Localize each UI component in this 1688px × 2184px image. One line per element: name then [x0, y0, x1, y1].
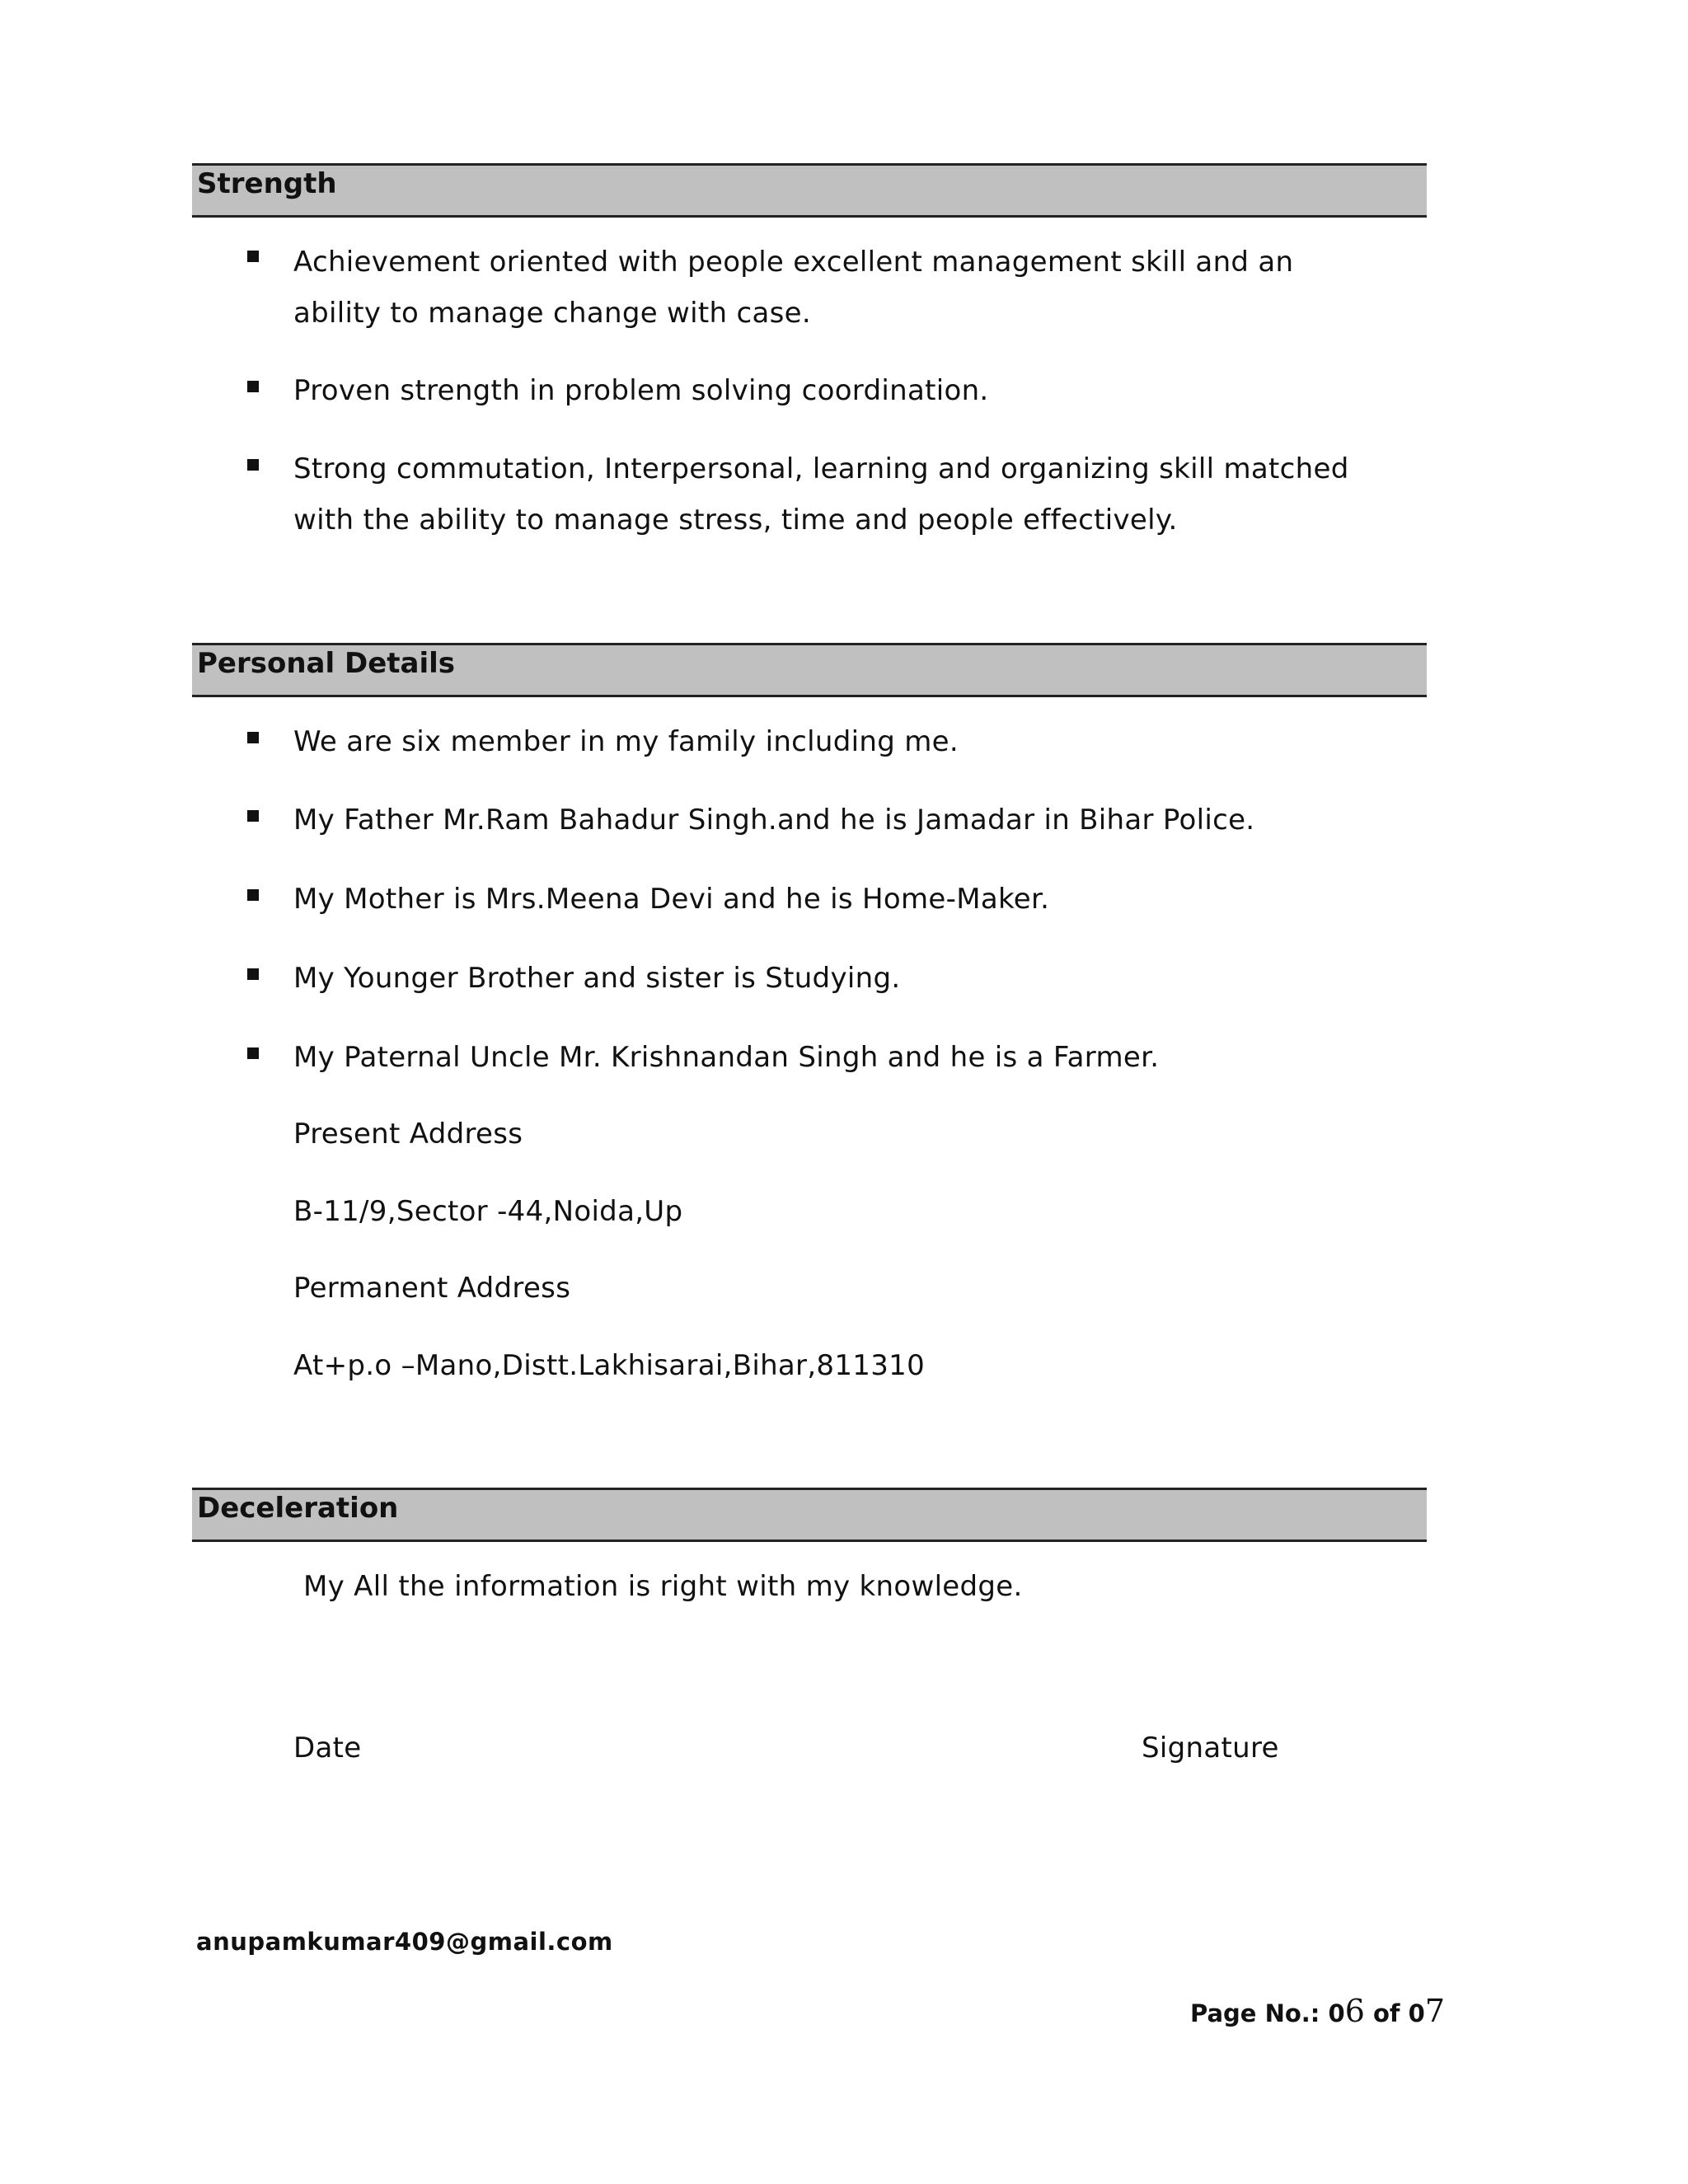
bullet-icon [247, 1047, 259, 1059]
declaration-header [192, 1488, 1427, 1542]
page-total: 7 [1424, 1993, 1446, 2029]
personal-item-3: My Mother is Mrs.Meena Devi and he is Home-Maker. [293, 883, 1050, 916]
footer-email: anupamkumar409@gmail.com [196, 1928, 613, 1956]
declaration-text: My All the information is right with my knowledge. [303, 1570, 1023, 1603]
personal-item-4: My Younger Brother and sister is Studying. [293, 962, 901, 995]
personal-details-heading: Personal Details [197, 647, 456, 680]
present-address: B-11/9,Sector -44,Noida,Up [293, 1195, 683, 1228]
personal-item-1: We are six member in my family including me. [293, 725, 959, 758]
declaration-heading: Deceleration [197, 1492, 399, 1525]
personal-item-5: My Paternal Uncle Mr. Krishnandan Singh and he is a Farmer. [293, 1041, 1160, 1074]
page-current: 6 [1344, 1993, 1365, 2029]
bullet-icon [247, 968, 259, 980]
page-number [1190, 1993, 1445, 2029]
page-total-prefix: 0 [1408, 1999, 1425, 2027]
bullet-icon [247, 732, 259, 743]
personal-details-header [192, 643, 1427, 697]
bullet-icon [247, 810, 259, 822]
bullet-icon [247, 889, 259, 901]
page-of: of [1372, 1999, 1400, 2027]
strength-heading: Strength [197, 167, 337, 200]
strength-header [192, 163, 1427, 218]
bullet-icon [247, 251, 259, 262]
bullet-icon [247, 459, 259, 471]
bullet-icon [247, 381, 259, 392]
strength-item-1: Achievement oriented with people excellent management skill and an ability to manage change with case. [293, 246, 1294, 330]
date-label: Date [293, 1732, 362, 1765]
strength-item-3: Strong commutation, Interpersonal, learning and organizing skill matched with the ability to manage stress, time and people effectively. [293, 452, 1349, 537]
permanent-address-label: Permanent Address [293, 1272, 571, 1305]
personal-item-2: My Father Mr.Ram Bahadur Singh.and he is Jamadar in Bihar Police. [293, 804, 1255, 837]
signature-label: Signature [1142, 1732, 1279, 1765]
permanent-address: At+p.o –Mano,Distt.Lakhisarai,Bihar,811310 [293, 1349, 926, 1382]
page-current-prefix: 0 [1328, 1999, 1345, 2027]
strength-item-2: Proven strength in problem solving coordination. [293, 374, 989, 407]
page-number-label: Page No.: [1190, 1999, 1320, 2027]
present-address-label: Present Address [293, 1118, 523, 1151]
